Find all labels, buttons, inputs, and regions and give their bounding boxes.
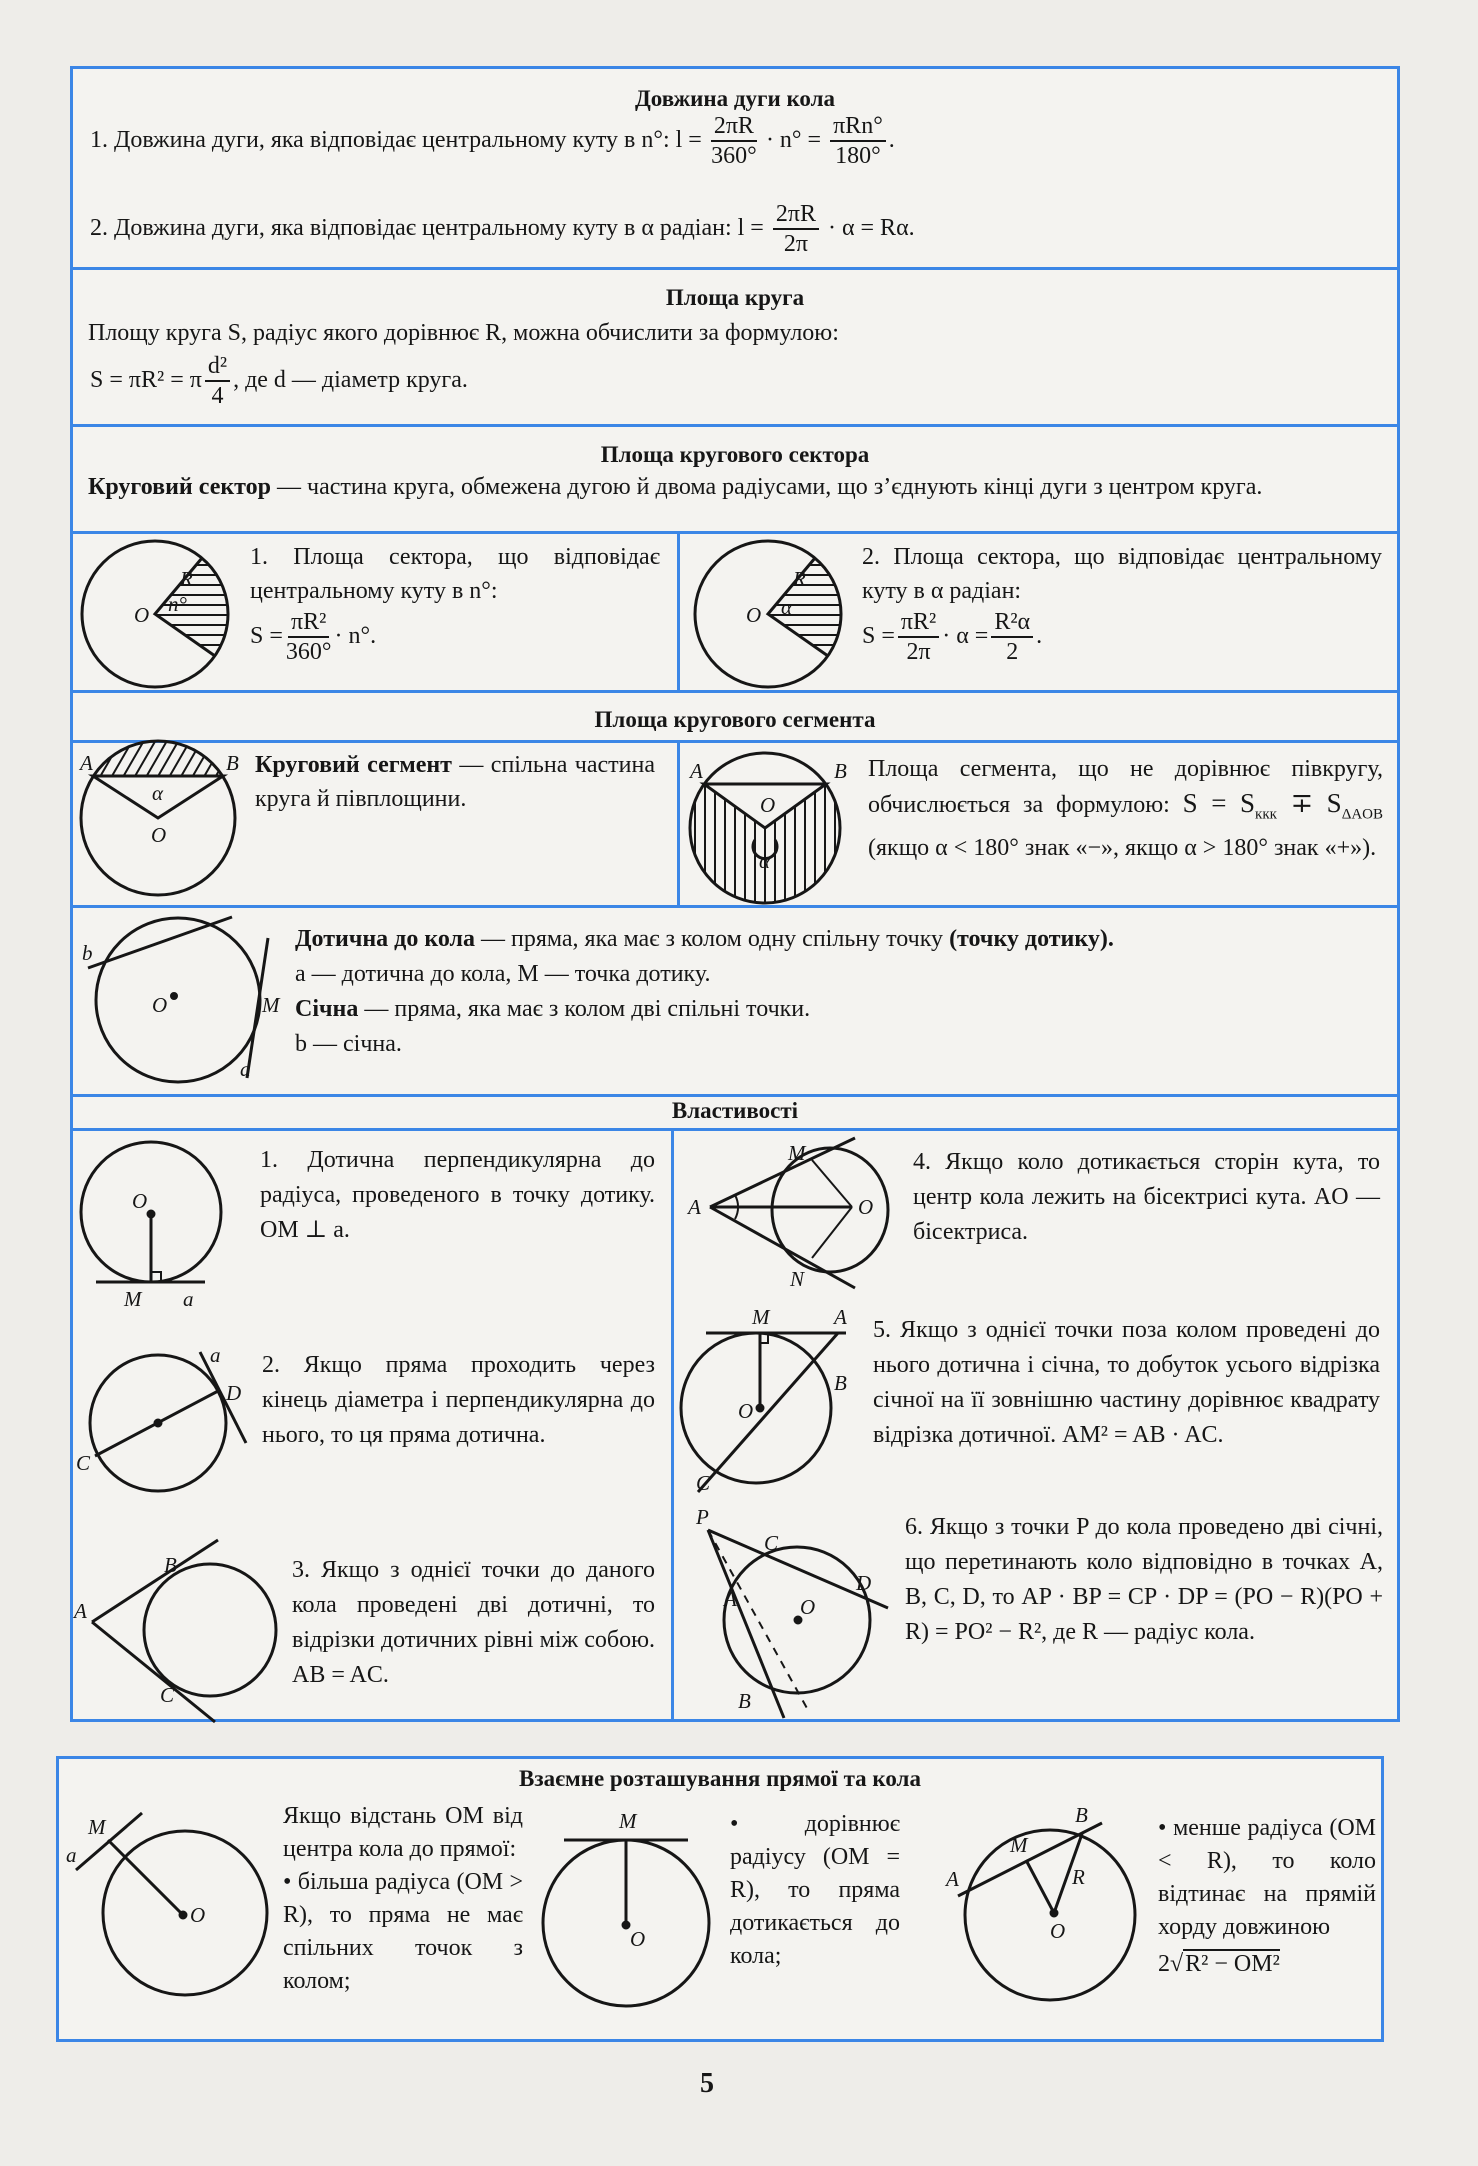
mutual-diagram-tangent — [543, 1809, 709, 2006]
svg-text:R: R — [180, 567, 193, 591]
svg-text:A: A — [724, 1587, 737, 1611]
svg-text:α: α — [759, 849, 771, 873]
svg-text:M: M — [752, 1305, 770, 1329]
svg-text:B: B — [834, 1371, 847, 1395]
segment-item-2: Площа сегмента, що не дорівнює півкругу, обчислюється за формулою: $S = S_{ккк} \mp S_{\Delta AOB}$ (якщо α < 180° знак «−», якщо α > 180° знак «+»). — [868, 756, 1384, 862]
fraction: $\frac{\text{πR²}}{2\pi}$ — [898, 608, 939, 666]
mutual-col-2: • дорівнює радіусу (OM = R), то пряма дотикається до кола; — [730, 1811, 900, 1969]
svg-text:α: α — [781, 595, 793, 619]
svg-text:A: A — [946, 1867, 959, 1891]
mutual-diagram-secant — [944, 1803, 1135, 2000]
svg-text:C: C — [696, 1471, 711, 1495]
svg-text:M: M — [788, 1141, 806, 1165]
svg-text:R: R — [793, 567, 806, 591]
svg-text:a: a — [210, 1343, 221, 1367]
svg-text:C: C — [76, 1451, 91, 1475]
property-1: 1. Дотична перпендикулярна до радіуса, проведеного в точку дотику. OM ⊥ a. — [260, 1147, 655, 1243]
segment-major-diagram — [685, 753, 847, 910]
svg-text:B: B — [738, 1689, 751, 1713]
svg-text:a: a — [183, 1287, 194, 1311]
mutual-col-1: Якщо відстань OM від центра кола до прямої: • більша радіуса (OM > R), то пряма не має спільних точок з колом; — [283, 1803, 523, 1994]
segment-item-1: Круговий сегмент — спільна частина круга й півплощини. — [255, 752, 655, 812]
svg-text:A: A — [74, 1599, 87, 1623]
property-2: 2. Якщо пряма проходить через кінець діаметра і перпендикулярна до нього, то ця пряма дотична. — [262, 1352, 655, 1448]
property-1-diagram — [81, 1142, 221, 1311]
fraction: $\frac{2\pi R}{360^\circ}$ — [711, 113, 757, 170]
svg-text:D: D — [856, 1571, 872, 1595]
svg-text:O: O — [746, 603, 762, 627]
svg-text:M: M — [88, 1815, 106, 1839]
svg-text:B: B — [834, 759, 847, 783]
sector-definition: Круговий сектор — частина круга, обмежена дугою й двома радіусами, що з’єднують кінці дуги з центром круга. — [88, 474, 1263, 500]
svg-text:M: M — [1010, 1833, 1028, 1857]
section-title-mutual-position: Взаємне розташування прямої та кола — [519, 1766, 921, 1791]
sector-radian-diagram — [695, 540, 853, 687]
svg-text:O: O — [858, 1195, 874, 1219]
svg-text:α: α — [152, 781, 164, 805]
property-4-diagram — [686, 1138, 888, 1291]
svg-text:a: a — [240, 1057, 251, 1081]
svg-text:B: B — [1075, 1803, 1088, 1827]
svg-text:b: b — [82, 941, 93, 965]
fraction: $\frac{\text{d²}}{4}$ — [205, 352, 230, 410]
property-3: 3. Якщо з однієї точки до даного кола проведені дві дотичні, то відрізки дотичних рівні між собою. AB = AC. — [292, 1557, 655, 1688]
segment-minor-diagram — [78, 735, 239, 895]
property-6-diagram — [695, 1505, 888, 1718]
sector-item-1: 1. Площа сектора, що відповідає центральному куту в n°: S = $\frac{\text{πR²}}{360^\circ}$ · n°. — [250, 544, 660, 666]
tangent-definition: Дотична до кола — пряма, яка має з колом одну спільну точку (точку дотику). a — дотична до кола, M — точка дотику. Січна — пряма, яка має з колом дві спільні точки. b — січна. — [295, 926, 1114, 1057]
svg-text:B: B — [164, 1553, 177, 1577]
svg-text:M: M — [619, 1809, 637, 1833]
fraction: $\frac{\text{πR²}}{360^\circ}$ — [285, 609, 332, 666]
svg-text:O: O — [134, 603, 150, 627]
fraction: $\frac{\text{R²α}}{2}$ — [991, 608, 1033, 666]
arc-length-formula-1: 1. Довжина дуги, яка відповідає центральному куту в n°: l = $\frac{2\pi R}{360^\circ}$ · n° = $\frac{\text{πRn°}}{180^\circ}$ . — [90, 113, 895, 170]
property-3-diagram — [72, 1540, 276, 1722]
svg-text:O: O — [760, 793, 776, 817]
mutual-col-3: • менше радіуса (OM < R), то коло відтинає на прямій хорду довжиною 2√R² − OM² — [1158, 1815, 1376, 1977]
svg-text:O: O — [190, 1903, 206, 1927]
tangent-secant-diagram — [82, 917, 281, 1082]
svg-text:n°: n° — [168, 592, 187, 616]
svg-text:A: A — [688, 1195, 701, 1219]
svg-text:O: O — [152, 993, 168, 1017]
svg-text:M: M — [124, 1287, 142, 1311]
svg-text:O: O — [800, 1595, 816, 1619]
circle-area-formula: S = πR² = π $\frac{\text{d²}}{4}$ , де d — діаметр круга. — [90, 353, 468, 410]
svg-text:P: P — [696, 1505, 709, 1529]
property-5: 5. Якщо з однієї точки поза колом проведені до нього дотична і січна, то добуток усього відрізка січної на її зовнішню частину дорівнює квадрату відрізка дотичної. AM² = AB · AC. — [873, 1317, 1380, 1448]
svg-text:O: O — [630, 1927, 646, 1951]
svg-text:N: N — [790, 1267, 805, 1291]
fraction: $\frac{\text{πRn°}}{180^\circ}$ — [830, 112, 886, 170]
property-5-diagram — [681, 1305, 847, 1495]
svg-text:O: O — [1050, 1919, 1066, 1943]
section-title-properties: Властивості — [671, 1098, 799, 1123]
svg-text:A: A — [690, 759, 703, 783]
sector-item-2: 2. Площа сектора, що відповідає центральному куту в α радіан: S = $\frac{\text{πR²}}{2\pi}$ · α = $\frac{\text{R²α}}{2}$ . — [862, 544, 1382, 666]
property-4: 4. Якщо коло дотикається сторін кута, то центр кола лежить на бісектрисі кута. AO — бісектриса. — [913, 1149, 1380, 1245]
svg-text:R: R — [1072, 1865, 1085, 1889]
svg-text:A: A — [80, 751, 93, 775]
svg-text:C: C — [160, 1683, 175, 1707]
section-title-segment: Площа кругового сегмента — [594, 707, 876, 732]
svg-text:M: M — [262, 993, 280, 1017]
svg-text:C: C — [764, 1531, 779, 1555]
mutual-diagram-outside — [66, 1813, 267, 1995]
section-title-circle-area: Площа круга — [665, 285, 805, 310]
svg-text:D: D — [226, 1381, 242, 1405]
svg-text:O: O — [132, 1189, 148, 1213]
svg-text:O: O — [151, 823, 167, 847]
circle-area-text: Площу круга S, радіус якого дорівнює R, можна обчислити за формулою: — [88, 320, 839, 346]
section-title-sector: Площа кругового сектора — [600, 442, 870, 467]
arc-length-formula-2: 2. Довжина дуги, яка відповідає центральному куту в α радіан: l = $\frac{2\pi R}{2\pi}$ · α = Rα. — [90, 201, 915, 258]
svg-text:B: B — [226, 751, 239, 775]
property-2-diagram — [76, 1343, 246, 1491]
svg-text:a: a — [66, 1843, 77, 1867]
property-6: 6. Якщо з точки P до кола проведено дві січні, що перетинають коло відповідно в точках A, B, C, D, то AP · BP = CP · DP = (PO − R)(PO + R) = PO² − R², де R — радіус кола. — [905, 1514, 1383, 1645]
svg-text:O: O — [738, 1399, 754, 1423]
section-title-arc-length: Довжина дуги кола — [634, 86, 836, 111]
fraction: $\frac{2\pi R}{2\pi}$ — [773, 200, 819, 258]
page-number: 5 — [700, 2068, 714, 2099]
svg-text:A: A — [834, 1305, 847, 1329]
sector-degree-diagram — [82, 540, 240, 687]
